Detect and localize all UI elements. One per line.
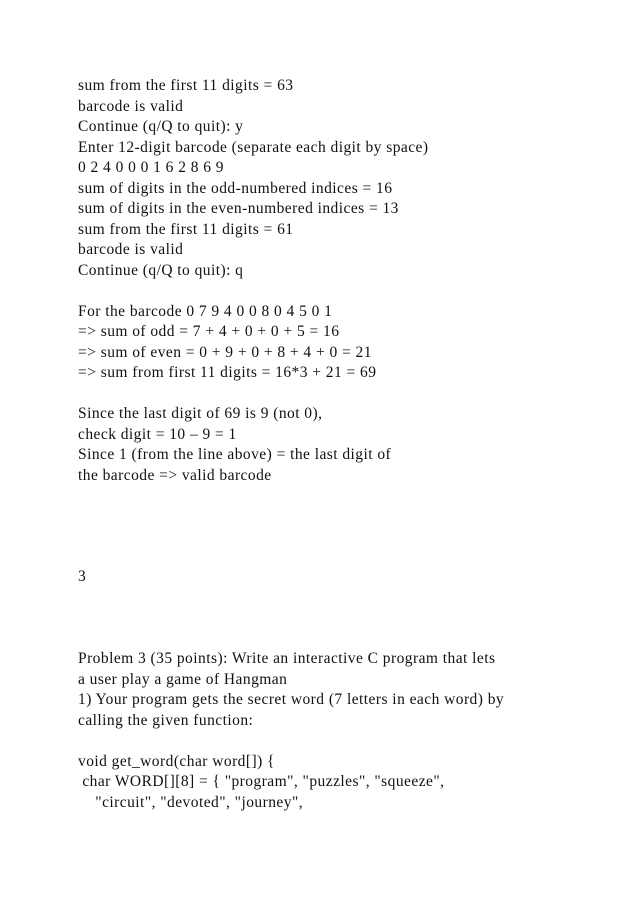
text-line: barcode is valid (78, 97, 184, 115)
text-line: Continue (q/Q to quit): q (78, 261, 244, 279)
blank-line (78, 384, 618, 405)
text-line: Enter 12-digit barcode (separate each digit by space) (78, 138, 429, 156)
text-line: Continue (q/Q to quit): y (78, 118, 244, 135)
text-line: sum of digits in the even-numbered indices = 13 (78, 200, 399, 217)
text-line: sum from the first 11 digits = 63 (78, 77, 294, 94)
text-line: check digit = 10 – 9 = 1 (78, 425, 237, 443)
text-line: Since the last digit of 69 is 9 (not 0), (78, 405, 323, 422)
text-line: => sum of odd = 7 + 4 + 0 + 0 + 5 = 16 (78, 323, 340, 340)
text-line: Problem 3 (35 points): Write an interactive C program that lets (78, 650, 496, 667)
page-number: 3 (78, 568, 86, 585)
text-line: sum of digits in the odd-numbered indices = 16 (78, 179, 393, 197)
text-line: barcode is valid (78, 241, 184, 258)
text-line: => sum from first 11 digits = 16*3 + 21 = 69 (78, 364, 377, 381)
text-line: a user play a game of Hangman (78, 670, 288, 688)
text-line: calling the given function: (78, 711, 254, 729)
text-line: Since 1 (from the line above) = the last digit of (78, 446, 392, 463)
code-line: "circuit", "devoted", "journey", (78, 793, 304, 811)
text-line: sum from the first 11 digits = 61 (78, 220, 294, 238)
text-line: the barcode => valid barcode (78, 466, 272, 484)
code-line: void get_word(char word[]) { (78, 752, 275, 770)
blank-line (78, 281, 618, 302)
text-line: => sum of even = 0 + 9 + 0 + 8 + 4 + 0 = 21 (78, 343, 372, 361)
code-line: char WORD[][8] = { "program", "puzzles", "squeeze", (78, 773, 445, 790)
text-line: 0 2 4 0 0 0 1 6 2 8 6 9 (78, 159, 224, 176)
blank-line (78, 731, 618, 752)
program-output-block (78, 76, 618, 486)
text-line: 1) Your program gets the secret word (7 letters in each word) by (78, 691, 505, 708)
text-line: For the barcode 0 7 9 4 0 0 8 0 4 5 0 1 (78, 302, 333, 320)
problem-statement-block (78, 649, 618, 813)
